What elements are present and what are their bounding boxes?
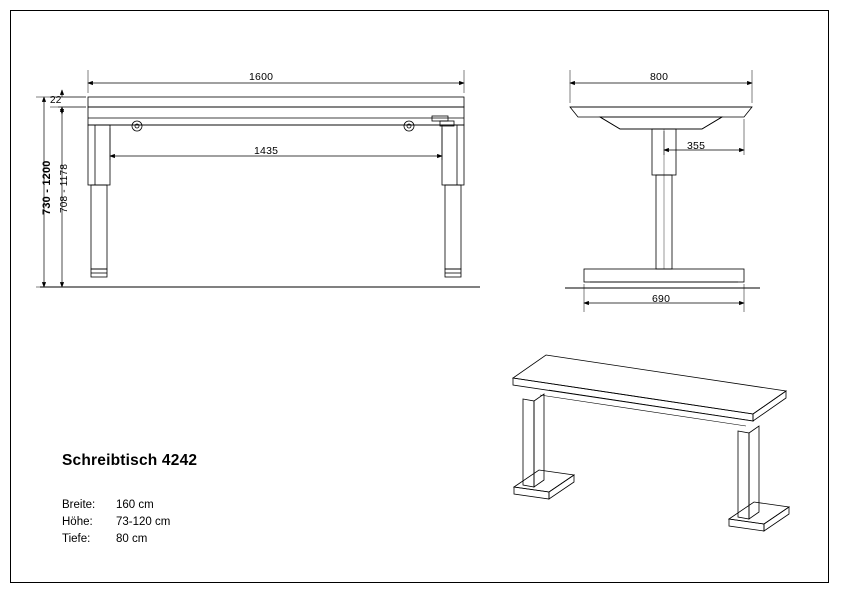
spec-label-breite: Breite:	[62, 499, 96, 511]
spec-list	[62, 497, 170, 548]
spec-row-tiefe	[62, 531, 170, 548]
dim-foot-depth-label: 690	[652, 293, 671, 305]
spec-value-hoehe: 73-120 cm	[116, 516, 171, 528]
dim-top-thickness-label: 22	[50, 95, 62, 106]
dim-top-offset-label: 355	[687, 140, 706, 152]
spec-value-breite: 160 cm	[116, 499, 154, 511]
spec-row-hoehe	[62, 514, 170, 531]
spec-value-tiefe: 80 cm	[116, 533, 148, 545]
dim-front-width-label: 1600	[249, 71, 274, 83]
dim-leg-height-label: 708 - 1178	[59, 163, 70, 213]
spec-row-breite	[62, 497, 170, 514]
spec-label-tiefe: Tiefe:	[62, 533, 91, 545]
dim-side-depth-label: 800	[650, 71, 669, 83]
page-title: Schreibtisch 4242	[62, 452, 198, 469]
dim-overall-height-label: 730 - 1200	[41, 160, 53, 215]
dim-inner-width-label: 1435	[254, 145, 279, 157]
spec-label-hoehe: Höhe:	[62, 516, 93, 528]
